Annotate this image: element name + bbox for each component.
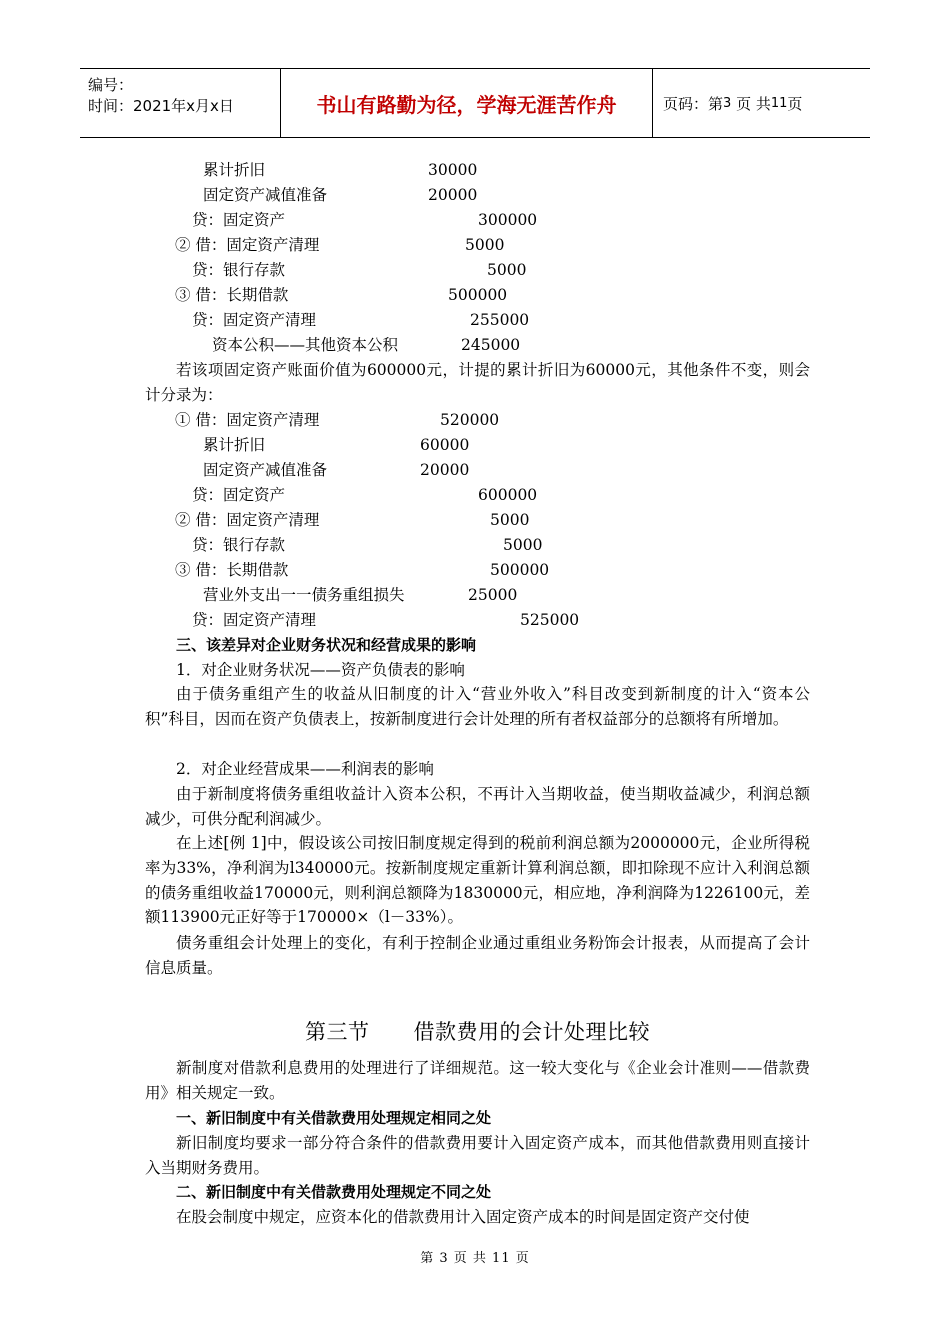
journal-line: 固定资产减值准备 (203, 461, 328, 479)
journal-line: 贷：固定资产 (192, 211, 286, 229)
journal-line: ① 借：固定资产清理 (175, 411, 320, 429)
journal-amount: 245000 (461, 336, 521, 354)
paragraph: 若该项固定资产账面价值为600000元，计提的累计折旧为60000元，其他条件不变，则会计分录为： (145, 361, 810, 404)
journal-line: 累计折旧 (203, 161, 266, 179)
journal-line: 累计折旧 (203, 436, 266, 454)
journal-line: 资本公积——其他资本公积 (212, 336, 399, 354)
journal-amount: 30000 (428, 161, 478, 179)
journal-amount: 500000 (448, 286, 508, 304)
journal-line: 贷：银行存款 (192, 536, 286, 554)
section-heading: 一、新旧制度中有关借款费用处理规定相同之处 (176, 1109, 492, 1127)
journal-amount: 525000 (520, 611, 580, 629)
journal-amount: 500000 (490, 561, 550, 579)
serial-label: 编号： (88, 76, 134, 94)
journal-amount: 255000 (470, 311, 530, 329)
journal-line: ② 借：固定资产清理 (175, 511, 320, 529)
journal-amount: 20000 (420, 461, 470, 479)
journal-line: 贷：固定资产 (192, 486, 286, 504)
journal-amount: 520000 (440, 411, 500, 429)
journal-amount: 25000 (468, 586, 518, 604)
paragraph: 债务重组会计处理上的变化，有利于控制企业通过重组业务粉饰会计报表，从而提高了会计信息质量。 (145, 934, 810, 977)
journal-amount: 20000 (428, 186, 478, 204)
header-meta (80, 69, 281, 137)
section-heading: 三、该差异对企业财务状况和经营成果的影响 (176, 636, 477, 654)
journal-line: ③ 借：长期借款 (175, 561, 289, 579)
journal-amount: 5000 (490, 511, 530, 529)
journal-line: ② 借：固定资产清理 (175, 236, 320, 254)
journal-line: 贷：银行存款 (192, 261, 286, 279)
journal-amount: 300000 (478, 211, 538, 229)
paragraph: 由于债务重组产生的收益从旧制度的计入“营业外收入”科目改变到新制度的计入“资本公积”科目，因而在资产负债表上，按新制度进行会计处理的所有者权益部分的总额将有所增加。 (145, 685, 810, 728)
header-page-info: 页码：第 3 页 共 11 页 (663, 94, 803, 113)
paragraph: 在上述[例 1]中，假设该公司按旧制度规定得到的税前利润总额为2000000元，企业所得税率为33%，净利润为l340000元。按新制度规定重新计算利润总额，即扣除现不应计入利润总额的债务重组收益170000元，则利润总额降为1830000元，相应地，净利润降为1226100元，差额113900元正好等于170000×（l－33%）。 (145, 834, 810, 927)
header-motto: 书山有路勤为径，学海无涯苦作舟 (281, 69, 653, 137)
journal-amount: 600000 (478, 486, 538, 504)
subheading: 2．对企业经营成果——利润表的影响 (176, 760, 434, 778)
journal-line: 固定资产减值准备 (203, 186, 328, 204)
header-page-total: 11 (770, 95, 788, 111)
section-title: 第三节 借款费用的会计处理比较 (305, 1020, 650, 1044)
journal-amount: 5000 (487, 261, 527, 279)
journal-amount: 60000 (420, 436, 470, 454)
page-header (80, 68, 870, 138)
journal-line: 贷：固定资产清理 (192, 611, 317, 629)
subheading: 1．对企业财务状况——资产负债表的影响 (176, 661, 465, 679)
date-label: 时间：2021年x月x日 (88, 97, 234, 115)
journal-line: 营业外支出一一债务重组损失 (203, 586, 405, 604)
page-footer: 第 3 页 共 11 页 (420, 1251, 530, 1266)
section-heading: 二、新旧制度中有关借款费用处理规定不同之处 (176, 1183, 492, 1201)
journal-amount: 5000 (465, 236, 505, 254)
journal-line: 贷：固定资产清理 (192, 311, 317, 329)
paragraph: 在股会制度中规定，应资本化的借款费用计入固定资产成本的时间是固定资产交付使 (176, 1208, 750, 1226)
paragraph: 新制度对借款利息费用的处理进行了详细规范。这一较大变化与《企业会计准则——借款费用》相关规定一致。 (145, 1059, 810, 1102)
journal-line: ③ 借：长期借款 (175, 286, 289, 304)
paragraph: 由于新制度将债务重组收益计入资本公积，不再计入当期收益，使当期收益减少，利润总额减少，可供分配利润减少。 (145, 785, 810, 828)
journal-amount: 5000 (503, 536, 543, 554)
paragraph: 新旧制度均要求一部分符合条件的借款费用要计入固定资产成本，而其他借款费用则直接计入当期财务费用。 (145, 1134, 810, 1177)
header-page-number: 3 (723, 95, 732, 111)
